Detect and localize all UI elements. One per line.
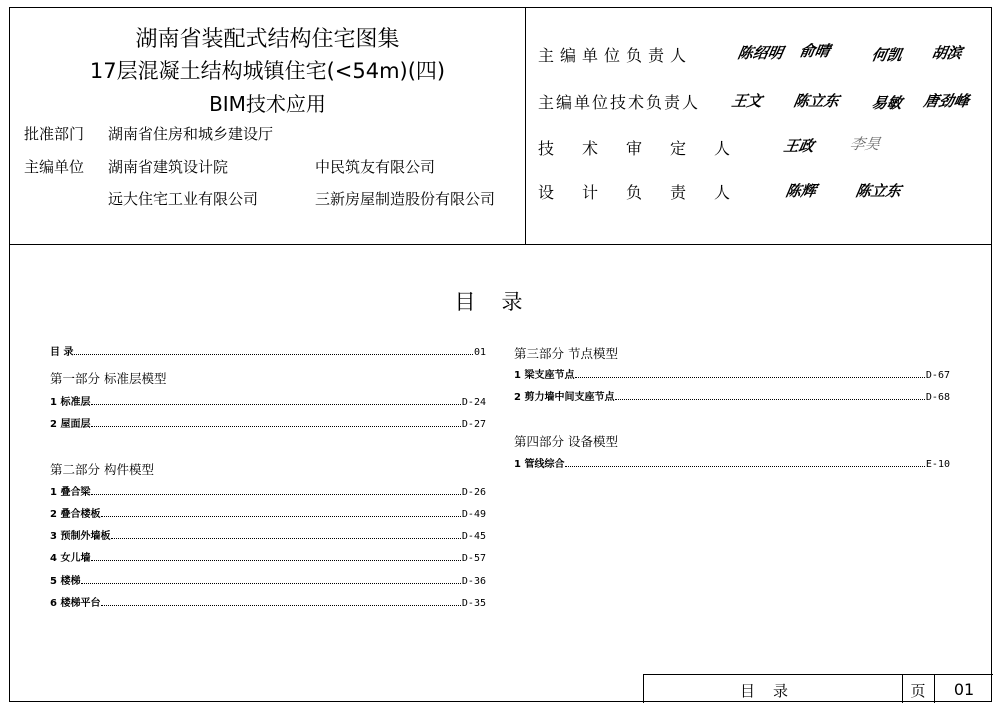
signature: 陈辉 (784, 182, 818, 200)
toc-entry[interactable] (514, 366, 950, 380)
atlas-subtitle: 17层混凝土结构城镇住宅(<54m)(四) (89, 59, 446, 83)
title-block-divider (902, 675, 903, 703)
toc-entry-page: D-68 (925, 392, 950, 403)
toc-entry[interactable] (50, 415, 486, 429)
toc-entry[interactable] (50, 343, 486, 357)
leader-dots (91, 494, 460, 495)
editor-unit: 湖南省建筑设计院 (108, 158, 229, 176)
signature: 陈立东 (854, 182, 903, 200)
header-block (10, 8, 991, 245)
toc-entry[interactable] (50, 594, 486, 608)
title-block-page-number: 01 (953, 680, 975, 699)
leader-dots (91, 404, 460, 405)
section-title: 第一部分 标准层模型 (50, 371, 167, 386)
leader-dots (111, 538, 460, 539)
toc-entry-label: 2 剪力墙中间支座节点 (514, 392, 615, 403)
toc-entry-label: 2 叠合楼板 (50, 509, 101, 520)
leader-dots (91, 426, 460, 427)
signature: 易敏 (870, 94, 904, 112)
toc-entry-label: 4 女儿墙 (50, 553, 91, 564)
signature: 王文 (730, 92, 764, 110)
title-block-divider (934, 675, 935, 703)
atlas-topic: BIM技术应用 (209, 92, 326, 116)
leader-dots (91, 560, 460, 561)
toc-entry[interactable] (514, 388, 950, 402)
signature: 何凯 (870, 46, 904, 64)
editor-unit: 远大住宅工业有限公司 (108, 190, 259, 208)
toc-entry-label: 2 屋面层 (50, 419, 91, 430)
header-divider (525, 8, 526, 244)
signature: 陈立东 (792, 92, 841, 110)
section-title: 第二部分 构件模型 (50, 462, 154, 477)
signature: 唐劲峰 (922, 92, 971, 110)
editor-unit: 中民筑友有限公司 (315, 158, 436, 176)
leader-dots (575, 377, 924, 378)
role-label-design-lead: 设计负责人 (538, 183, 759, 202)
toc-entry-page: 01 (473, 347, 486, 358)
toc-entry-page: D-45 (461, 531, 486, 542)
toc-entry[interactable] (50, 505, 486, 519)
toc-entry[interactable] (50, 549, 486, 563)
atlas-title: 湖南省装配式结构住宅图集 (135, 27, 400, 52)
toc-entry-page: D-67 (925, 370, 950, 381)
title-block-name: 目录 (739, 682, 806, 700)
role-label-chief-tech-head: 主编单位技术负责人 (538, 93, 701, 112)
toc-entry-label: 1 梁支座节点 (514, 370, 575, 381)
toc-entry-page: E-10 (925, 459, 950, 470)
drawing-frame (9, 7, 992, 702)
section-title: 第四部分 设备模型 (514, 434, 618, 449)
toc-entry-page: D-36 (461, 576, 486, 587)
leader-dots (81, 583, 460, 584)
leader-dots (615, 399, 924, 400)
toc-entry-page: D-49 (461, 509, 486, 520)
approval-dept-label: 批准部门 (24, 125, 85, 143)
toc-entry-label: 1 标准层 (50, 397, 91, 408)
toc-entry-page: D-27 (461, 419, 486, 430)
toc-entry[interactable] (50, 393, 486, 407)
leader-dots (565, 466, 924, 467)
toc-entry-label: 6 楼梯平台 (50, 598, 101, 609)
signature: 俞晴 (798, 42, 832, 60)
section-title: 第三部分 节点模型 (514, 346, 618, 361)
leader-dots (101, 516, 460, 517)
role-label-chief-unit-head: 主编单位负责人 (538, 46, 693, 65)
editor-units-label: 主编单位 (24, 158, 85, 176)
signature: 胡滨 (930, 44, 964, 62)
toc-entry-label: 1 管线综合 (514, 459, 565, 470)
toc-entry-page: D-24 (461, 397, 486, 408)
approval-dept: 湖南省住房和城乡建设厅 (108, 125, 274, 143)
leader-dots (74, 354, 472, 355)
toc-entry[interactable] (50, 572, 486, 586)
toc-entry-label: 1 叠合梁 (50, 487, 91, 498)
editor-unit: 三新房屋制造股份有限公司 (315, 190, 496, 208)
title-block-page-label: 页 (910, 682, 926, 700)
toc-entry-page: D-26 (461, 487, 486, 498)
role-label-tech-reviewer: 技术审定人 (538, 139, 759, 158)
signature: 陈绍明 (736, 44, 785, 62)
signature: 王政 (782, 137, 816, 155)
toc-entry-label: 5 楼梯 (50, 576, 81, 587)
toc-entry-page: D-35 (461, 598, 486, 609)
leader-dots (101, 605, 460, 606)
title-block (643, 674, 993, 703)
toc-entry-page: D-57 (461, 553, 486, 564)
toc-entry[interactable] (50, 483, 486, 497)
toc-entry-label: 目 录 (50, 347, 74, 358)
signature: 李昊 (848, 135, 882, 153)
toc-entry-label: 3 预制外墙板 (50, 531, 111, 542)
toc-entry[interactable] (514, 455, 950, 469)
toc-entry[interactable] (50, 527, 486, 541)
toc-title: 目录 (454, 290, 549, 314)
